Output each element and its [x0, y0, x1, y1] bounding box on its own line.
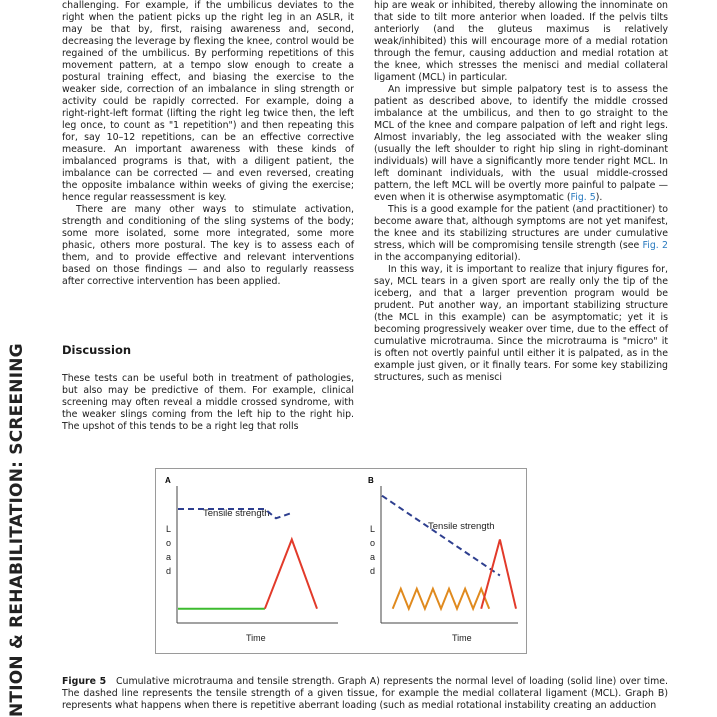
ylabel-letter: d: [166, 566, 172, 576]
panel-b-letter: B: [368, 476, 374, 485]
left-column: [62, 0, 354, 288]
paragraph: In this way, it is important to realize that injury figures for, say, MCL tears in a given sport are really only the tip of the iceberg, and that a larger prevention program would be prudent. Put another way, an important stabilizing structure (the MCL in this example) can be asymptomatic; yet it is becoming progressively weaker over time, due to the effect of cumulative microtrauma. Since the microtrauma is "micro" it is often not overtly painful until either it is palpated, as in the example just given, or it finally tears. For some key stabilizing structures, such as menisci: [374, 264, 668, 383]
figure-5-svg: [156, 469, 526, 653]
section-sidebar: [0, 0, 30, 717]
panel-b-series-load-repetitive: [393, 589, 490, 609]
panel-a-tensile-label: Tensile strength: [203, 508, 270, 519]
panel-b-series-tensile-strength: [382, 496, 500, 576]
panel-b-ylabel: [370, 524, 375, 576]
figure-caption: [62, 676, 668, 712]
panel-a-letter: A: [165, 476, 171, 485]
figure-5: [155, 468, 527, 654]
discussion-heading: Discussion: [62, 343, 132, 357]
panel-b-tensile-label: Tensile strength: [428, 521, 495, 532]
right-column: [374, 0, 668, 384]
paragraph: This is a good example for the patient (and practitioner) to become aware that, although symptoms are not yet manifest, the knee and its stabilizing structures are under cumulative stress, which will be compromising tensile strength (see Fig. 2 in the accompanying editorial).: [374, 204, 668, 263]
ylabel-letter: L: [166, 524, 172, 534]
figure-2-link[interactable]: Fig. 2: [642, 240, 668, 251]
paragraph: hip are weak or inhibited, thereby allowing the innominate on that side to tilt more anterior when loaded. If the pelvis tilts anteriorly (and the gluteus maximus is relatively weak/inhibited) this will encourage more of a medial rotation through the femur, causing adduction and medial rotation at the knee, which stresses the menisci and medial collateral ligament (MCL) in particular.: [374, 0, 668, 83]
panel-a-ylabel: [166, 524, 171, 576]
caption-label: Figure 5: [62, 676, 107, 687]
ylabel-letter: a: [370, 552, 376, 562]
ylabel-letter: L: [370, 524, 376, 534]
section-title: NTION & REHABILITATION: SCREENING: [7, 343, 27, 717]
ylabel-letter: d: [370, 566, 376, 576]
ylabel-letter: o: [166, 538, 172, 548]
ylabel-letter: o: [370, 538, 376, 548]
discussion-paragraph: These tests can be useful both in treatment of pathologies, but also may be predictive of them. For example, clinical screening may often reveal a middle crossed syndrome, with the weaker slings coming from the left hip to the right hip. The upshot of this tends to be a right leg that rolls: [62, 373, 354, 432]
ylabel-letter: a: [166, 552, 172, 562]
panel-a-xlabel: Time: [246, 633, 266, 643]
panel-b-xlabel: Time: [452, 633, 472, 643]
caption-text: Cumulative microtrauma and tensile strength. Graph A) represents the normal level of loading (solid line) over time. The dashed line represents the tensile strength of a given tissue, for example the medial collateral ligament (MCL). Graph B) represents what happens when there is repetitive aberrant loading (such as medial rotational instability creating an adduction: [62, 676, 668, 711]
panel-a-series-load-spike: [265, 540, 317, 609]
paragraph: There are many other ways to stimulate activation, strength and conditioning of the sling systems of the body; some more isolated, some more integrated, some more phasic, others more postural. The key is to assess each of them, and to provide effective and relevant interventions based on those findings — and also to regularly reassess after corrective intervention has been applied.: [62, 204, 354, 287]
paragraph: challenging. For example, if the umbilicus deviates to the right when the patient picks up the right leg in an ASLR, it may be that by, first, raising awareness and, second, decreasing the leverage by flexing the knee, control would be regained of the umbilicus. By performing repetitions of this movement pattern, at a tempo slow enough to create a postural training effect, and biasing the exercise to the weaker side, correction of an imbalance in sling strength or activity could be rapidly corrected. For example, doing a right-right-left format (lifting the right leg twice then, the left leg once, to count as "1 repetition") and then repeating this for, say 10–12 repetitions, can be an effective corrective measure. An important awareness with these kinds of imbalanced programs is that, with a diligent patient, the imbalance can be corrected — and even reversed, creating the opposite imbalance within weeks of giving the exercise; hence regular reassessment is key.: [62, 0, 354, 203]
figure-5-link[interactable]: Fig. 5: [570, 192, 596, 203]
paragraph: An impressive but simple palpatory test is to assess the patient as described above, to identify the middle crossed imbalance at the umbilicus, and then to go straight to the MCL of the knee and compare palpation of left and right legs. Almost invariably, the leg associated with the weaker sling (usually the left shoulder to right hip sling in right-dominant individuals) will have a significantly more tender right MCL. In left dominant individuals, with the usual middle-crossed pattern, the left MCL will be overtly more painful to palpate — even when it is otherwise asymptomatic (Fig. 5).: [374, 84, 668, 203]
